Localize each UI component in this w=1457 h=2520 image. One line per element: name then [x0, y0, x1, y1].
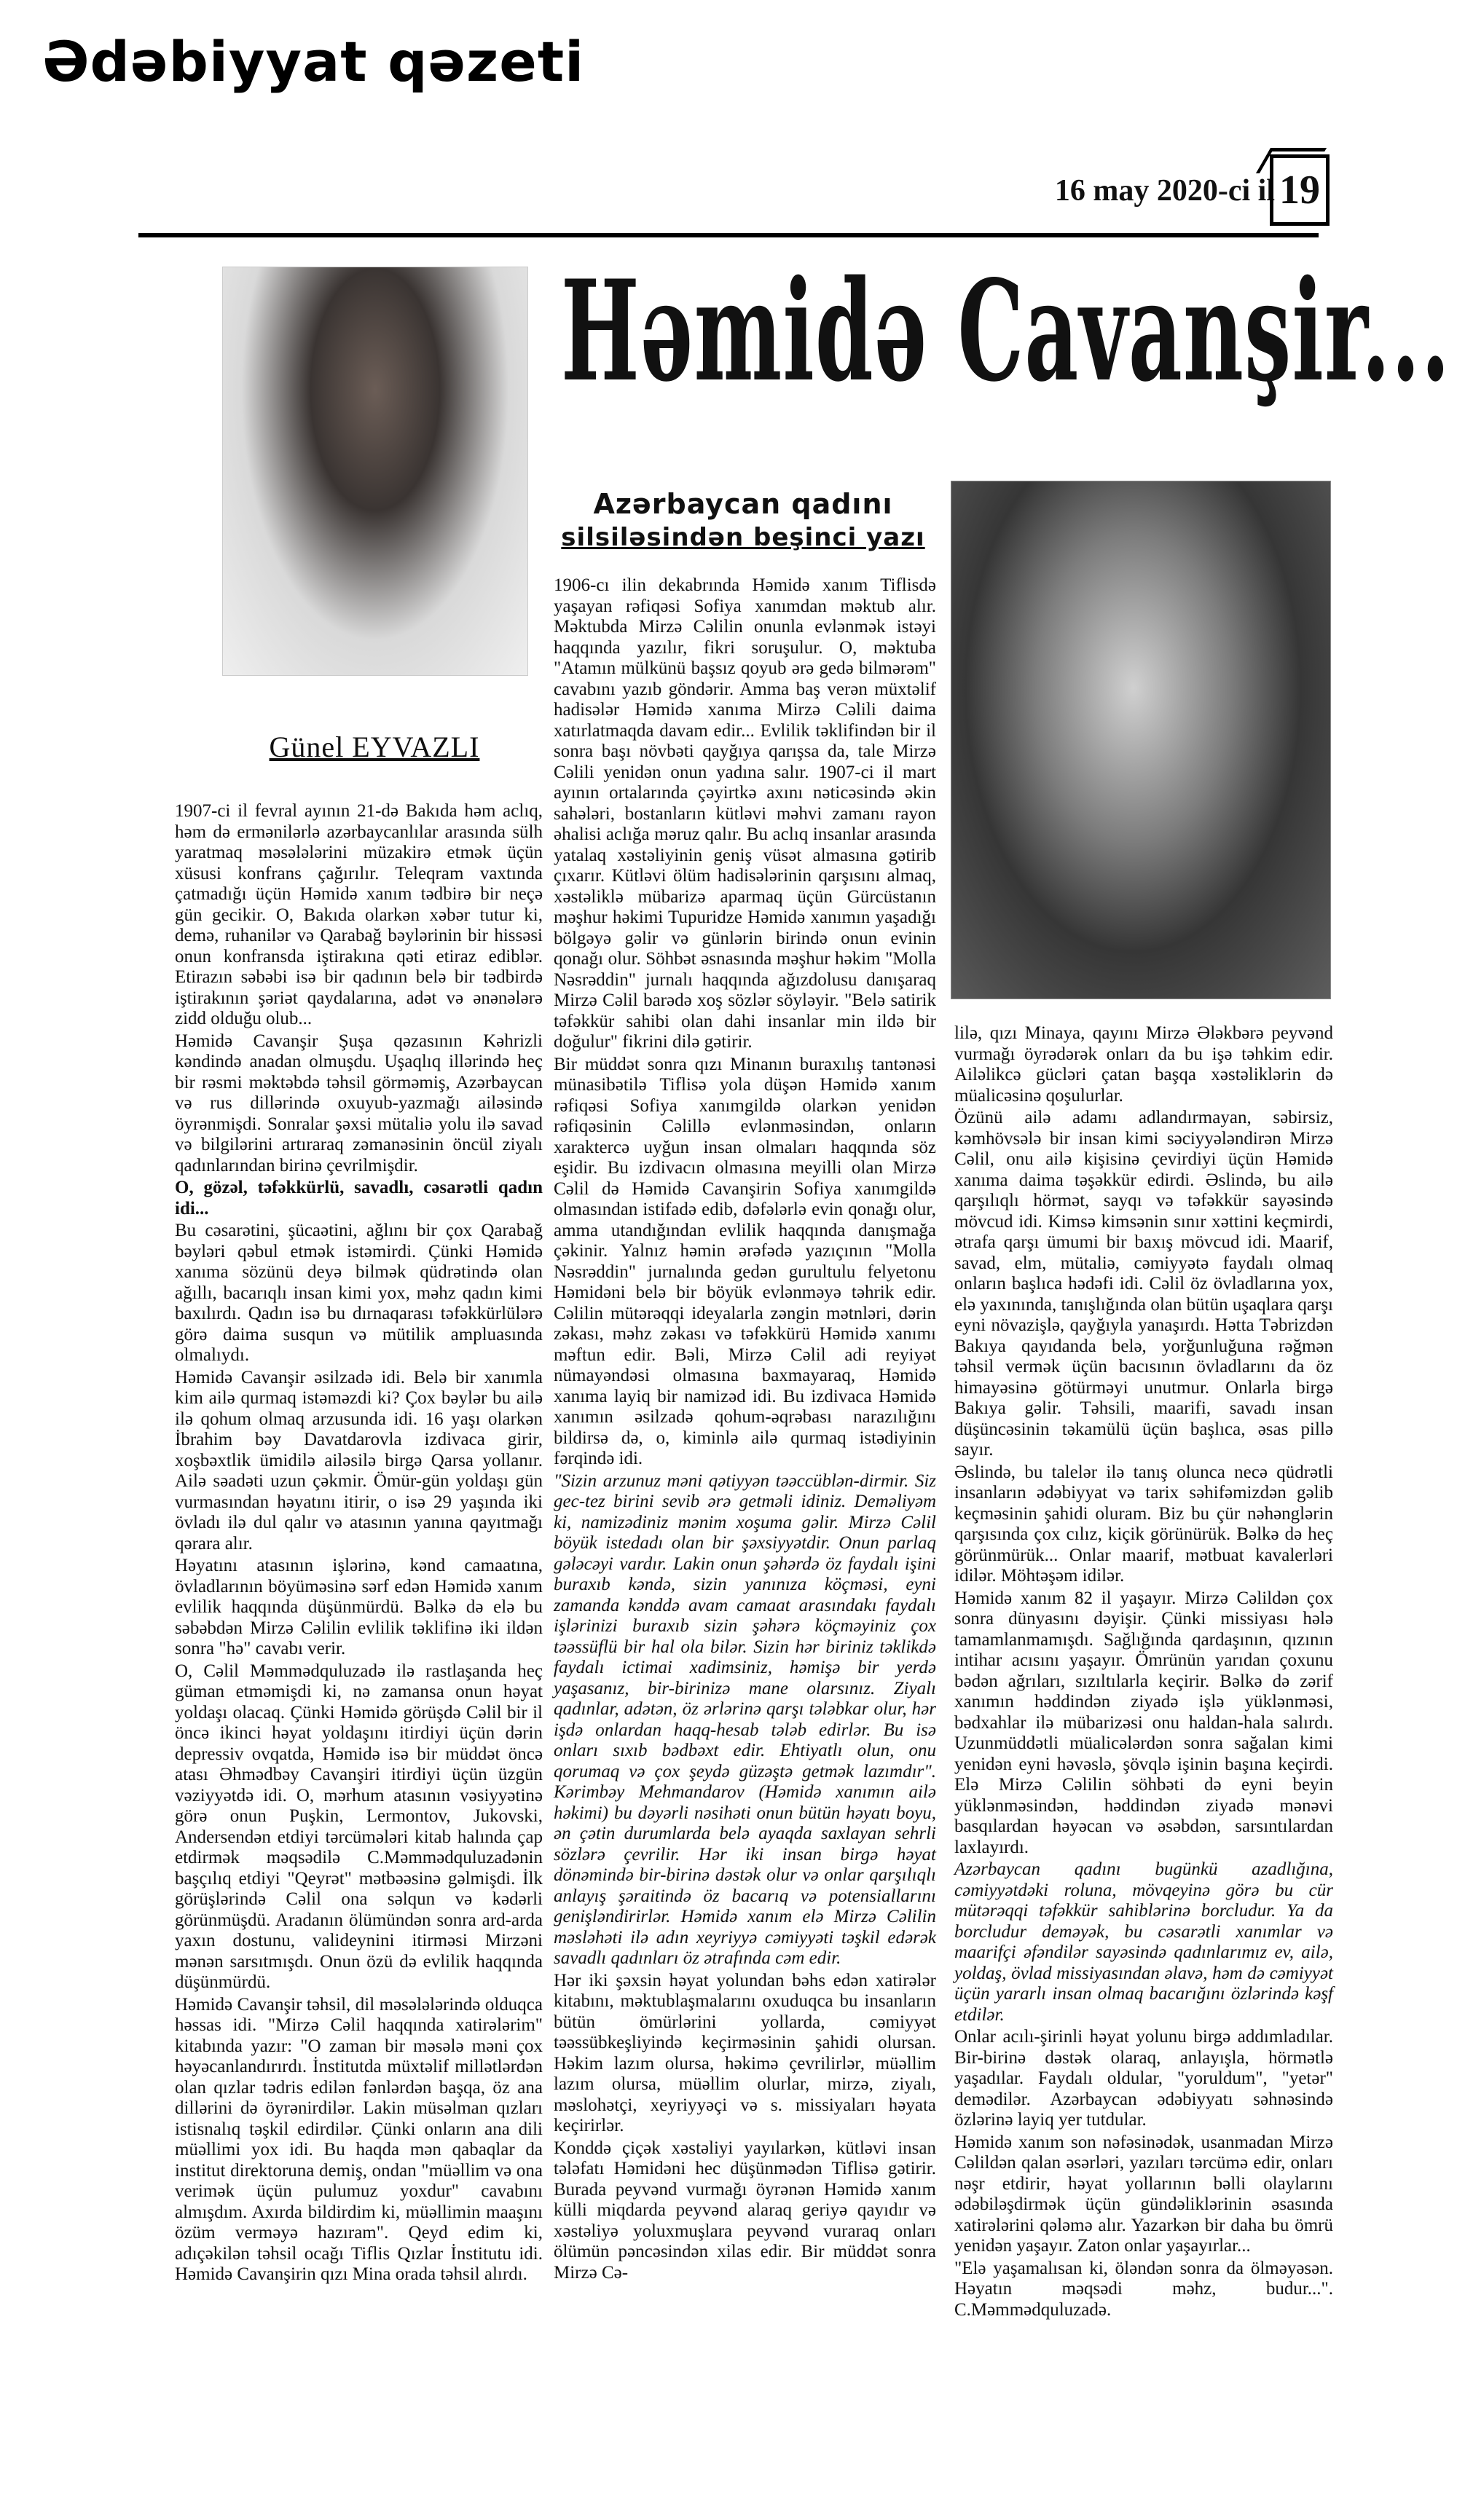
paragraph: lilə, qızı Minaya, qayını Mirzə Ələkbərə peyvənd vurmağı öyrədərək onları da bu işə təhkim edir. Ailəlikcə gücləri çatan başqa xəstəliklərin də müalicəsinə qoşulurlar.	[954, 1023, 1333, 1106]
paragraph: Həmidə Cavanşir əsilzadə idi. Belə bir xanımla kim ailə qurmaq istəməzdi ki? Çox bəylər bu ailə ilə qohum olmaq arzusunda idi. 16 yaşı olarkən İbrahim bəy Davatdarovla izdivaca girir, xoşbəxtlik ümidilə ailəsilə birgə Qarsa yollanır. Ailə səadəti uzun çəkmir. Ömür-gün yoldaşı gün vurmasından həyatını itirir, o isə 29 yaşında iki övladı ilə dul qalır və atasının yanına qayıtmağı qərara alır.	[175, 1367, 543, 1554]
article-column-2	[554, 575, 936, 2283]
paragraph: O, Cəlil Məmmədquluzadə ilə rastlaşanda heç güman etməmişdi ki, nə zamansa onun həyat yoldaşı olacaq. Çünki Həmidə görüşdə Cəlil bir il öncə ikinci həyat yoldaşını itirdiyi üçün dərin depressiv ovqatda, Həmidə isə bir müddət öncə atası Əhmədbəy Cavanşiri itirdiyi üçün üzgün vəziyyətdə idi. O, mərhum atasının vəsiyyətinə görə onun Puşkin, Lermontov, Jukovski, Andersendən etdiyi tərcümələri kitab halında çap etdirmək məqsədilə C.Məmmədquluzadənin başçılıq etdiyi "Qeyrət" mətbəəsinə gəlmişdi. İlk görüşlərində Cəlil ona səlqun və kədərli görünmüşdü. Aradanın ölümündən sonra ard-arda yaxın dostunu, valideynini itirməsi Mirzəni mənən sarsıtmışdı. Onun özü də evlilik haqqında düşünmürdü.	[175, 1661, 543, 1992]
series-line-2: silsiləsindən beşinci yazı	[561, 523, 925, 552]
subject-portrait	[951, 481, 1331, 999]
paragraph: "Elə yaşamalısan ki, öləndən sonra da ölməyəsən. Həyatın məqsədi məhz, budur...". C.Məmmədquluzadə.	[954, 2258, 1333, 2320]
paragraph: Bu cəsarətini, şücaətini, ağlını bir çox Qarabağ bəyləri qəbul etmək istəmirdi. Çünki Həmidə xanıma sözünü deyə bilmək qüdrətində olan ağıllı, bacarıqlı insan kimi yox, məhz qadın kimi baxılırdı. Qadın isə bu dırnaqarası təfəkkürlülərə görə daima susqun və mütilik ampluasında olmalıydı.	[175, 1221, 543, 1365]
paragraph: "Sizin arzunuz məni qətiyyən təəccüblən-dirmir. Siz gec-tez birini sevib ərə getməli idiniz. Deməliyəm ki, namizədiniz mənim xoşuma gəlir. Mirzə Cəlil böyük istedadı olan bir şəxsiyyətdir. Onun parlaq gələcəyi vardır. Lakin onun şəhərdə öz faydalı işini buraxıb kəndə, sizin yanınıza köçməsi, eyni zamanda kənddə avam camaat arasındakı faydalı işlərinizi buraxıb sizin şəhərə köçməyiniz çox təəssüflü bir hal ola bilər. Sizin hər biriniz təklikdə faydalı ictimai xadimsiniz, həmişə bir yerdə yaşasanız, bir-birinizə mane olarsınız. Ziyalı qadınlar, adətən, öz ərlərinə qarşı tələbkar olur, hər işdə onlardan haqq-hesab tələb edirlər. Bu isə onları sıxıb bədbəxt edir. Ehtiyatlı olun, onu qorumaq və çox şeydə güzəştə getmək lazımdır". Kərimbəy Mehmandarov (Həmidə xanımın ailə həkimi) bu dəyərli nəsihəti onun bütün həyatı boyu, ən çətin durumlarda belə ayaqda saxlayan sehrli sözlərə çevrilir. Hər iki insan birgə həyat dönəmində bir-birinə dəstək olur və onlar qarşılıqlı anlayış şəraitində öz bacarıq və potensiallarını genişləndirirlər. Həmidə xanım elə Mirzə Cəlilin məsləhəti ilə adın xeyriyyə cəmiyyəti təşkil edərək savadlı qadınları öz ətrafında cəm edir.	[554, 1470, 936, 1968]
series-label	[554, 488, 932, 552]
issue-date: 16 may 2020-ci il	[1054, 174, 1275, 208]
paragraph: 1907-ci il fevral ayının 21-də Bakıda həm aclıq, həm də ermənilərlə azərbaycanlılar arasında sülh yaratmaq məsələlərini müzakirə etmək üçün xüsusi konfrans çağırılır. Teleqram vaxtında çatmadığı üçün Həmidə xanım tədbirə bir neçə gün gecikir. O, Bakıda olarkən xəbər tutur ki, demə, ruhanilər və Qarabağ bəylərinin bir hissəsi onun konfransda iştirakına qəti etiraz ediblər. Etirazın səbəbi isə bir qadının belə bir tədbirdə iştirakının şəriət qaydalarına, adət və ənənələrə zidd olduğu olub...	[175, 801, 543, 1028]
author-photo	[222, 267, 528, 676]
paragraph: Bir müddət sonra qızı Minanın buraxılış tantənəsi münasibətilə Tiflisə yola düşən Həmidə xanım rəfiqəsi Sofiya xanımgildə olarkən yenidən rəfiqəsinin Cəlillə evlənməsindən, onların xaraktercə uyğun insan olmaları haqqında söz eşidir. Bu izdivacın olmasına meyilli olan Mirzə Cəlil də Həmidə Cavanşirin Sofiya xanımgildə olmasından istifadə edib, dəfələrlə evin qonağı olur, amma utandığından evlilik haqqında danışmağa çəkinir. Yalnız həmin ərəfədə yazıçının "Molla Nəsrəddin" jurnalında gedən gurultulu felyetonu Həmidəni belə bir böyük evlənməyə təhrik edir. Cəlilin mütərəqqi ideyalarla zəngin mətnləri, dərin zəkası, məhz zəkası və təfəkkürü Həmidə xanımı məftun edir. Bəli, Mirzə Cəlil adi reyiyət nümayəndəsi olmasına baxmayaraq, Həmidə xanıma layiq bir namizəd idi. Bu izdivaca Həmidə xanımın əsilzadə qohum-əqrəbası narazılığını bildirsə də, o, kiminlə ailə qurmaq istədiyinin fərqində idi.	[554, 1054, 936, 1468]
paragraph: Həmidə Cavanşir Şuşa qəzasının Kəhrizli kəndində anadan olmuşdu. Uşaqlıq illərində heç bir rəsmi məktəbdə təhsil görməmiş, Azərbaycan və rus dillərində oxuyub-yazmağı ailəsində öyrənmişdi. Sonralar şəxsi mütaliə yolu ilə savad və bilgilərini artıraraq zəmanəsinin öncül ziyalı qadınlarından birinə çevrilmişdir.	[175, 1031, 543, 1176]
paragraph: Həmidə Cavanşir təhsil, dil məsələlərində olduqca həssas idi. "Mirzə Cəlil haqqında xatirələrim" kitabında yazır: "O zaman bir məsələ məni çox həyəcanlandırırdı. İnstitutda müxtəlif millətlərdən olan qızlar tədris edilən fənlərdən başqa, öz ana dillərini də öyrənirdilər. Lakin müsəlman qızları istisnalıq təşkil edirdilər. Çünki onların ana dili müəllimi yox idi. Bu haqda mən qabaqlar da institut direktoruna demiş, ondan "müəllim və ona verimək üçün pulumuz yoxdur" cavabını almışdım. Axırda bildirdim ki, müəllimin maaşını özüm verməyə hazıram". Qeyd edim ki, adıçəkilən təhsil ocağı Tiflis Qızlar İnstitutu idi. Həmidə Cavanşirin qızı Mina orada təhsil alırdı.	[175, 1994, 543, 2284]
paragraph: Konddə çiçək xəstəliyi yayılarkən, kütləvi insan tələfatı Həmidəni hec düşünmədən Tiflisə gətirir. Burada peyvənd vurmağı öyrənən Həmidə xanım külli miqdarda peyvənd alaraq geriyə qayıdır və xəstəliyə yoluxmuşlara peyvənd vuraraq onları ölümün pəncəsindən xilas edir. Bir müddət sonra Mirzə Cə-	[554, 2138, 936, 2283]
paragraph: Əslində, bu talelər ilə tanış olunca necə qüdrətli insanların ədəbiyyat və tarix səhifəmizdən gəlib keçməsinin şahidi oluram. Biz bu çür nəhənglərin qarşısında çox cılız, kiçik görünürük. Bəlkə də heç görünmürük... Onlar maarif, mətbuat kavalerləri idilər. Möhtəşəm idilər.	[954, 1462, 1333, 1586]
author-byline: Günel EYVAZLI	[269, 731, 480, 763]
paragraph: O, gözəl, təfəkkürlü, savadlı, cəsarətli qadın idi...	[175, 1178, 543, 1218]
paragraph: Onlar acılı-şirinli həyat yolunu birgə addımladılar. Bir-birinə dəstək olaraq, anlayışla, hörmətlə yaşadılar. Faydalı oldular, "yoruldum", "yetər" demədilər. Azərbaycan ədəbiyyatı səhnəsində özlərinə layiq yer tutdular.	[954, 2027, 1333, 2130]
page-number: 19	[1270, 154, 1330, 226]
article-headline: Həmidə Cavanşir...	[561, 250, 1451, 412]
article-column-1	[175, 801, 543, 2285]
paragraph: Həmidə xanım son nəfəsinədək, usanmadan Mirzə Cəlildən qalan əsərləri, yazıları tərcümə edir, onları nəşr etdirir, həyat yollarının bəlli olaylarını ədəbiləşdirmək üçün gündəliklərinin əsasında xatirələrini qələmə alır. Yazarkən bir daha bu ömrü yenidən yaşayır. Zaton onlar yaşayırlar...	[954, 2132, 1333, 2256]
paragraph: Azərbaycan qadını bugünkü azadlığına, cəmiyyətdəki roluna, mövqeyinə görə bu cür mütərəqqi təfəkkür sahiblərinə borcludur. Ya da borcludur deməyək, bu cəsarətli xanımlar və maarifçi əfəndilər sayəsində qadınlarımız ev, ailə, yoldaş, övlad missiyasından əlavə, həm də cəmiyyət üçün yararlı insan olmaq bacarığını özlərində kəşf etdilər.	[954, 1859, 1333, 2025]
paragraph: Hər iki şəxsin həyat yolundan bəhs edən xatirələr kitabını, məktublaşmalarını oxuduqca bu insanların bütün ömürlərini yollarda, cəmiyyət təəssübkeşliyində keçirməsinin şahidi olursan. Həkim lazım olursa, həkimə çevrilirlər, müəllim lazım olursa, müəllim olurlar, mirzə, ziyalı, məslohətçi, xeyriyyəçi və s. missiyaları həyata keçirirlər.	[554, 1970, 936, 2135]
article-column-3	[954, 1023, 1333, 2320]
paragraph: Həyatını atasının işlərinə, kənd camaatına, övladlarının böyüməsinə sərf edən Həmidə xanım evlilik haqqında düşünmürdü. Bəlkə də elə bu səbəbdən Mirzə Cəlilin evlilik təklifinə iki ildən sonra "hə" cavabı verir.	[175, 1556, 543, 1658]
paragraph: 1906-cı ilin dekabrında Həmidə xanım Tiflisdə yaşayan rəfiqəsi Sofiya xanımdan məktub alır. Məktubda Mirzə Cəlilin onunla evlənmək istəyi haqqında yazılır, fikri soruşulur. O, məktuba "Atamın mülkünü başsız qoyub ərə gedə bilmərəm" cavabını yazıb göndərir. Amma baş verən müxtəlif hadisələr Həmidə xanıma Mirzə Cəlili daima xatırlatmaqda davam edir... Evlilik təklifindən bir il sonra başı növbəti qayğıya qarışsa da, tale Mirzə Cəlili yenidən onun yadına salır. 1907-ci il mart ayının ortalarında çəyirtkə axını nəticəsində əkin sahələri, bostanların kütləvi məhvi zamanı rayon əhalisi aclığa məruz qalır. Bu aclıq insanlar arasında yatalaq xəstəliyinin geniş vüsət almasına gətirib çıxarır. Kütləvi ölüm hadisələrinin qarşısını almaq, xəstəliklə mübarizə aparmaq üçün Gürcüstanın məşhur həkimi Tupuridze Həmidə xanımın yaşadığı bölgəyə gəlir və günlərin birində onun evinin qonağı olur. Söhbət əsnasında məşhur həkim "Molla Nəsrəddin" jurnalı haqqında ağızdolusu danışaraq Mirzə Cəlil barədə xoş sözlər söyləyir. "Belə satirik təfəkkür sahibi olan dahi insanlar min ildə bir doğulur" fikrini dilə gətirir.	[554, 575, 936, 1052]
paragraph: Həmidə xanım 82 il yaşayır. Mirzə Cəlildən çox sonra dünyasını dəyişir. Çünki missiyası hələ tamamlanmamışdı. Sağlığında qardaşının, qızının intihar acısını yaşayır. Ömrünün yarıdan çoxunu bədən ağrıları, sızıltılarla keçirir. Bəlkə də zərif xanımın həddindən ziyadə işlə yüklənməsi, bədxahlar ilə mübarizəsi onu haldan-hala salırdı. Uzunmüddətli müalicələrdən sonra sağalan kimi yenidən eyni həvəslə, şövqlə işinin başına keçirdi. Elə Mirzə Cəlilin söhbəti də eyni beyin yüklənməsindən, həddindən ziyadə mənəvi basqılardan həyəcan və əsəbdən, sarsıntılardan laxlayırdı.	[954, 1588, 1333, 1857]
masthead-brand: Ədəbiyyat qəzeti	[42, 29, 585, 94]
paragraph: Özünü ailə adamı adlandırmayan, səbirsiz, kəmhövsələ bir insan kimi səciyyələndirən Mirzə Cəlil, onu ailə kişisinə çevirdiyi üçün Həmidə xanıma daima təşəkkür edirdi. Əslində, bu ailə qarşılıqlı hörmət, sayqı və təfəkkür sayəsində mövcud idi. Kimsə kimsənin sınır xəttini keçmirdi, ətrafa qarşı ümumi bir baxış mövcud idi. Maarif, savad, elm, mütaliə, cəmiyyətə faydalı olmaq onların başlıca hədəfi idi. Cəlil öz övladlarına yox, elə yaxınında, tanışlığında olan bütün uşaqlara qarşı eyni növazişlə, qayğıyla yanaşırdı. Hətta Təbrizdən Bakıya qayıdanda belə, yorğunluğuna rəğmən təhsil vermək üçün bacısının övladlarını da öz himayəsinə götürməyi unutmur. Onlarla birgə Bakıya gəlir. Təhsili, maarifi, savadı insan düşüncəsinin təkamülü üçün başlıca, əsas pillə sayır.	[954, 1108, 1333, 1460]
header-rule	[138, 233, 1319, 237]
series-line-1: Azərbaycan qadını	[593, 488, 893, 520]
